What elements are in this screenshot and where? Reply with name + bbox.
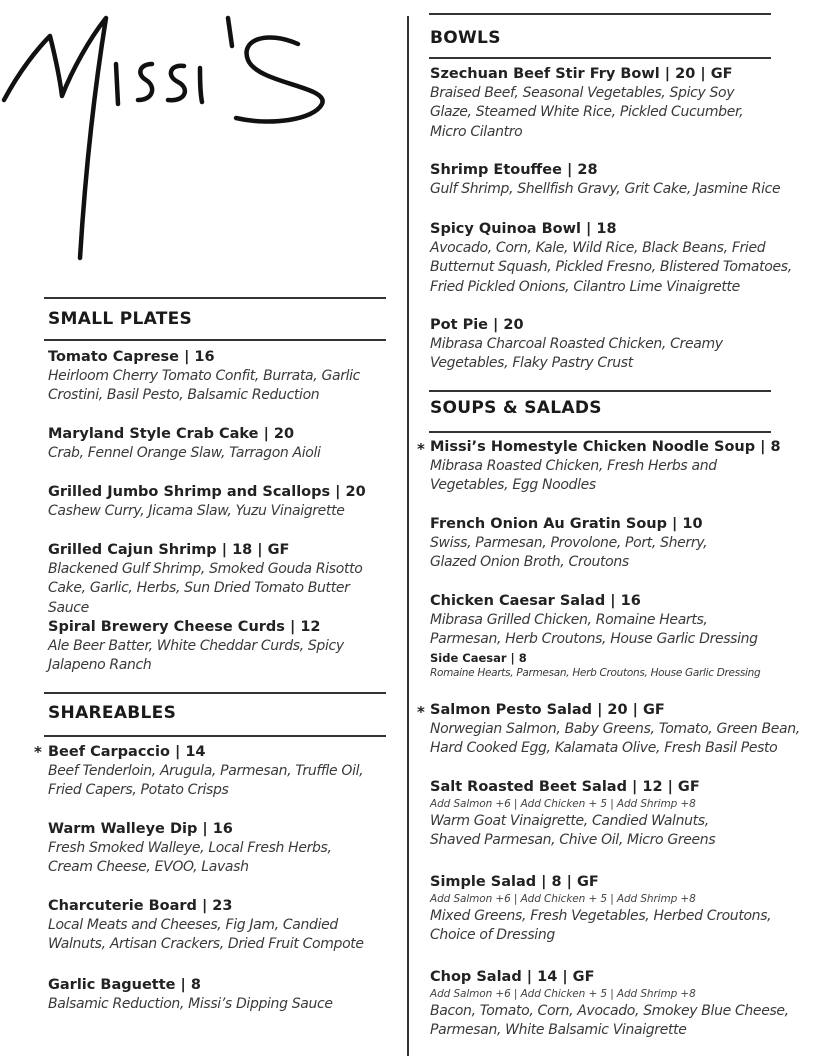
menu-item — [430, 701, 802, 759]
menu-item-description: Mibrasa Charcoal Roasted Chicken, Creamy Vegetables, Flaky Pastry Crust — [430, 336, 723, 372]
menu-item-description: Bacon, Tomato, Corn, Avocado, Smokey Blue Cheese, Parmesan, White Balsamic Vinaigrette — [430, 1003, 789, 1039]
chef-favorite-star: * — [34, 743, 42, 761]
menu-item-description: Balsamic Reduction, Missi’s Dipping Sauce — [48, 996, 333, 1012]
menu-item-name: Spiral Brewery Cheese Curds | 12 — [48, 619, 321, 635]
section-rule — [429, 57, 771, 59]
menu-item — [48, 541, 393, 618]
menu-item-description: Swiss, Parmesan, Provolone, Port, Sherry, Glazed Onion Broth, Croutons — [430, 535, 708, 571]
side-item-description: Romaine Hearts, Parmesan, Herb Croutons, House Garlic Dressing — [430, 666, 761, 679]
menu-item — [48, 618, 348, 676]
menu-item-name: Garlic Baguette | 8 — [48, 977, 201, 993]
side-item-name: Side Caesar | 8 — [430, 650, 527, 665]
menu-item — [430, 592, 775, 681]
menu-item-description: Gulf Shrimp, Shellfish Gravy, Grit Cake, Jasmine Rice — [430, 181, 781, 197]
menu-item — [430, 778, 730, 851]
section-rule — [44, 297, 386, 299]
chef-favorite-star: * — [417, 703, 425, 721]
menu-item-description: Ale Beer Batter, White Cheddar Curds, Spicy Jalapeno Ranch — [48, 638, 344, 674]
section-rule — [44, 735, 386, 737]
menu-item — [430, 873, 780, 946]
menu-item-description: Heirloom Cherry Tomato Confit, Burrata, Garlic Crostini, Basil Pesto, Balsamic Reduction — [48, 368, 361, 404]
menu-item-name: Szechuan Beef Stir Fry Bowl | 20 | GF — [430, 66, 733, 82]
section-title-small-plates: SMALL PLATES — [48, 309, 193, 329]
menu-item-name: Salmon Pesto Salad | 20 | GF — [430, 702, 665, 718]
chef-favorite-star: * — [417, 440, 425, 458]
menu-item-description: Avocado, Corn, Kale, Wild Rice, Black Beans, Fried Butternut Squash, Pickled Fresno, Blistered Tomatoes, Fried Pickled Onions, Cilantro Lime Vinaigrette — [430, 240, 792, 295]
menu-item-name: Grilled Cajun Shrimp | 18 | GF — [48, 542, 290, 558]
add-on-options: Add Salmon +6 | Add Chicken + 5 | Add Shrimp +8 — [430, 988, 696, 1000]
menu-item-description: Norwegian Salmon, Baby Greens, Tomato, Green Bean, Hard Cooked Egg, Kalamata Olive, Fresh Basil Pesto — [430, 721, 800, 757]
menu-item-name: Chicken Caesar Salad | 16 — [430, 593, 641, 609]
column-divider — [407, 16, 409, 1056]
menu-item — [48, 483, 384, 521]
section-rule — [429, 13, 771, 15]
section-rule — [44, 339, 386, 341]
menu-item-description: Blackened Gulf Shrimp, Smoked Gouda Risotto Cake, Garlic, Herbs, Sun Dried Tomato Butter Sauce — [48, 561, 363, 616]
add-on-options: Add Salmon +6 | Add Chicken + 5 | Add Shrimp +8 — [430, 798, 696, 810]
menu-item — [430, 316, 750, 374]
menu-item — [48, 743, 378, 801]
restaurant-logo — [0, 0, 340, 280]
menu-item-description: Local Meats and Cheeses, Fig Jam, Candied Walnuts, Artisan Crackers, Dried Fruit Compote — [48, 917, 364, 953]
menu-item-name: Pot Pie | 20 — [430, 317, 524, 333]
menu-item-name: Beef Carpaccio | 14 — [48, 744, 206, 760]
add-on-options: Add Salmon +6 | Add Chicken + 5 | Add Shrimp +8 — [430, 893, 696, 905]
menu-item — [48, 897, 384, 955]
menu-item-name: Simple Salad | 8 | GF — [430, 874, 599, 890]
menu-item-name: French Onion Au Gratin Soup | 10 — [430, 516, 703, 532]
section-title-shareables: SHAREABLES — [48, 703, 177, 723]
menu-item-description: Mixed Greens, Fresh Vegetables, Herbed Croutons, Choice of Dressing — [430, 908, 772, 944]
menu-item-name: Warm Walleye Dip | 16 — [48, 821, 233, 837]
menu-item-name: Missi’s Homestyle Chicken Noodle Soup | 8 — [430, 439, 781, 455]
section-rule — [429, 390, 771, 392]
menu-item-name: Shrimp Etouffee | 28 — [430, 162, 598, 178]
menu-item-name: Tomato Caprese | 16 — [48, 349, 215, 365]
menu-item — [430, 968, 802, 1041]
menu-item — [430, 161, 802, 199]
menu-item — [48, 348, 384, 406]
section-title-soups-salads: SOUPS & SALADS — [430, 398, 602, 418]
menu-item-description: Fresh Smoked Walleye, Local Fresh Herbs, Cream Cheese, EVOO, Lavash — [48, 840, 332, 876]
menu-item-name: Chop Salad | 14 | GF — [430, 969, 595, 985]
menu-item-description: Cashew Curry, Jicama Slaw, Yuzu Vinaigrette — [48, 503, 345, 519]
section-title-bowls: BOWLS — [430, 28, 501, 48]
section-rule — [44, 692, 386, 694]
menu-item-name: Grilled Jumbo Shrimp and Scallops | 20 — [48, 484, 366, 500]
menu-item — [48, 425, 384, 463]
menu-item — [430, 65, 760, 142]
menu-item — [430, 220, 800, 297]
menu-item — [430, 438, 781, 496]
menu-item-description: Mibrasa Roasted Chicken, Fresh Herbs and Vegetables, Egg Noodles — [430, 458, 717, 494]
menu-item-description: Crab, Fennel Orange Slaw, Tarragon Aioli — [48, 445, 321, 461]
menu-item-description: Braised Beef, Seasonal Vegetables, Spicy Soy Glaze, Steamed White Rice, Pickled Cucumber, Micro Cilantro — [430, 85, 744, 140]
menu-item-name: Spicy Quinoa Bowl | 18 — [430, 221, 617, 237]
menu-item-name: Maryland Style Crab Cake | 20 — [48, 426, 295, 442]
menu-item — [48, 976, 384, 1014]
menu-item-description: Warm Goat Vinaigrette, Candied Walnuts, Shaved Parmesan, Chive Oil, Micro Greens — [430, 813, 716, 849]
menu-item — [48, 820, 348, 878]
section-rule — [429, 431, 771, 433]
menu-item-name: Salt Roasted Beet Salad | 12 | GF — [430, 779, 700, 795]
menu-item-name: Charcuterie Board | 23 — [48, 898, 233, 914]
menu-item — [430, 515, 730, 573]
menu-item-description: Beef Tenderloin, Arugula, Parmesan, Truffle Oil, Fried Capers, Potato Crisps — [48, 763, 364, 799]
menu-item-description: Mibrasa Grilled Chicken, Romaine Hearts, Parmesan, Herb Croutons, House Garlic Dressing — [430, 612, 758, 648]
